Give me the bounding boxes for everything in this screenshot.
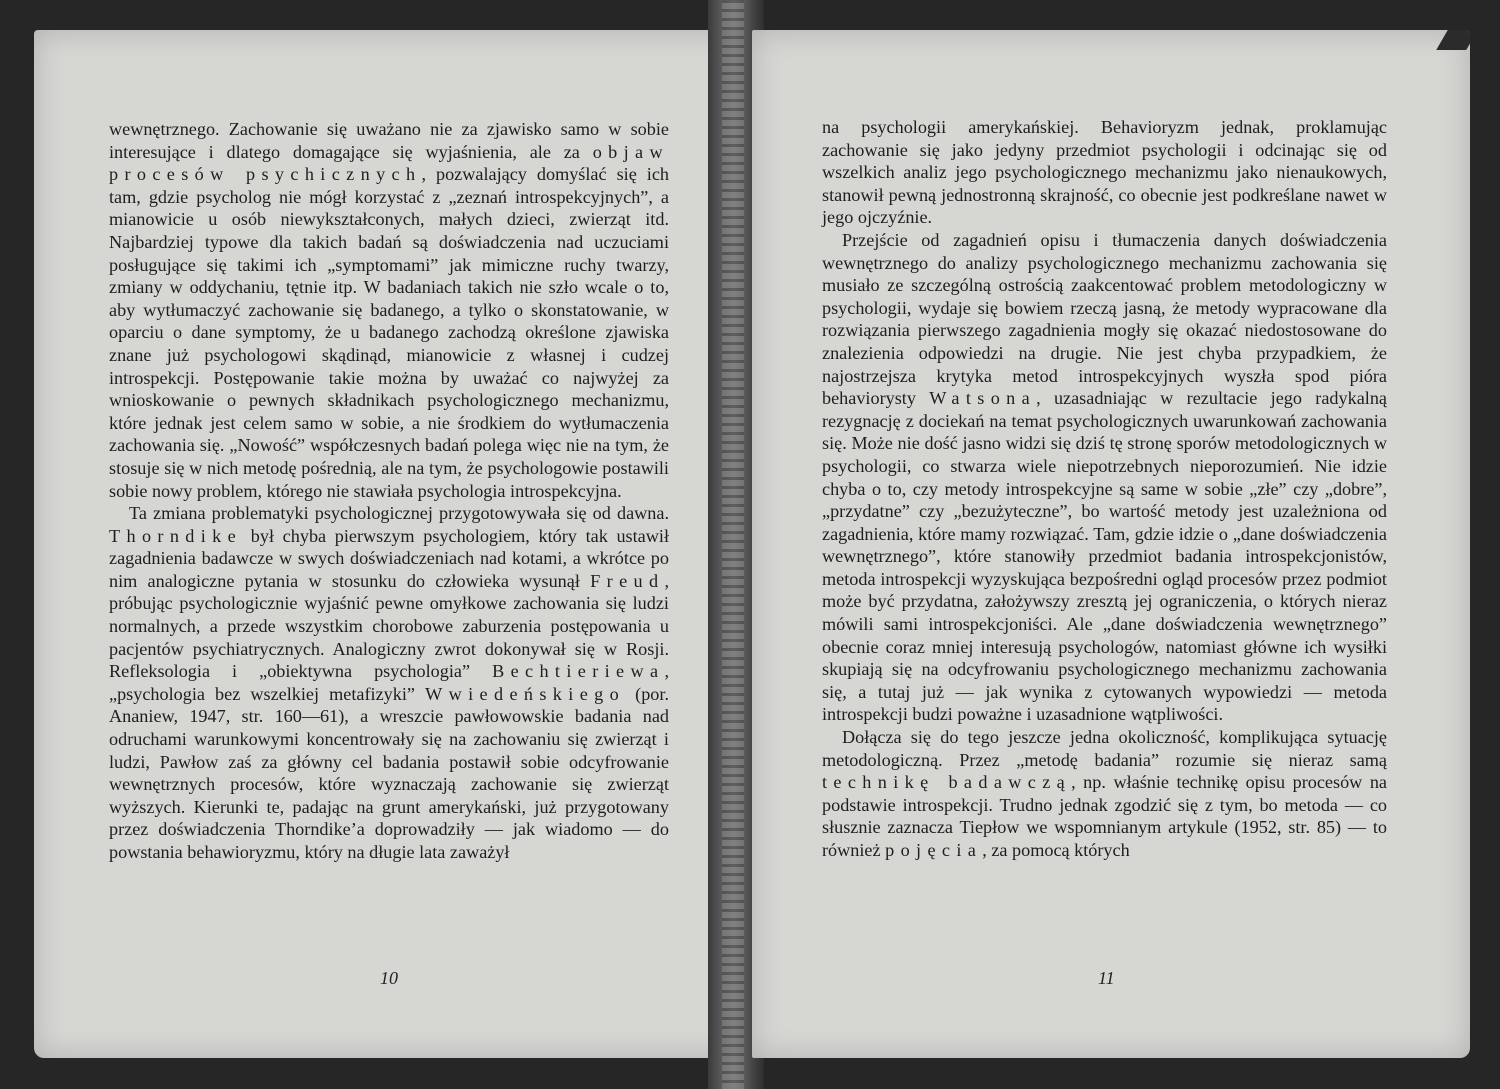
right-page [752, 30, 1470, 1058]
spaced-emphasis: Freud [590, 570, 665, 591]
left-page-body [109, 118, 669, 864]
spaced-emphasis: Bechtieriewa [492, 661, 665, 682]
paragraph: Przejście od zagadnień opisu i tłumaczenia danych doświadczenia wewnętrznego do analizy psychologicznego mechanizmu zachowania się musiało ze szczególną ostrością zaakcentować problem metodologiczny w psychologii, wydaje się bowiem rzeczą jasną, że metody wypracowane dla rozwiązania pierwszego zagadnienia mogły się okazać niedostosowane do znalezienia odpowiedzi na drugie. Nie jest chyba przypadkiem, że najostrzejsza krytyka metod introspekcyjnych wyszła spod pióra behaviorysty Watsona, uzasadniając w rezultacie jego radykalną rezygnację z dociekań na temat psychologicznych uwarunkowań zachowania się. Może nie dość jasno widzi się dziś tę stronę sporów metodologicznych w psychologii, co stwarza wiele niepotrzebnych nieporozumień. Nie idzie chyba o to, czy metody introspekcyjne są same w sobie „złe” czy „dobre”, „przydatne” czy „bezużyteczne”, bo wartość metody jest uzależniona od zagadnienia, które mamy rozwiązać. Tam, gdzie idzie o „dane doświadczenia wewnętrznego”, które stanowiły przedmiot badania introspekcjonistów, metoda introspekcji wyzyskująca bezpośredni ogląd procesów przez podmiot może być przydatna, założywszy zresztą jej ograniczenia, o których nieraz mówili sami introspekcjoniści. Ale „dane doświadczenia wewnętrznego” obecnie coraz mniej interesują psychologów, natomiast główne ich wysiłki skupiają się na odcyfrowaniu psychologicznego mechanizmu zachowania się, a tutaj już — jak wynika z cytowanych wypowiedzi — metoda introspekcji budzi poważne i uzasadnione wątpliwości. [822, 229, 1387, 725]
binding-stitch [722, 0, 744, 1089]
spaced-emphasis: Wwiedeńskiego [425, 683, 626, 704]
page-corner [1436, 30, 1470, 50]
spaced-emphasis: pojęcia [885, 840, 983, 860]
paragraph: Ta zmiana problematyki psychologicznej przygotowywała się od dawna. Thorndike był chyba pierwszym psychologiem, który tak ustawił zagadnienia badawcze w swych doświadczeniach nad kotami, a wkrótce po nim analogiczne pytania w stosunku do człowieka wysunął Freud, próbując psychologicznie wyjaśnić pewne omyłkowe zachowania się ludzi normalnych, a przede wszystkim chorobowe zaburzenia postępowania u pacjentów psychiatrycznych. Analogiczny zwrot dokonywał się w Rosji. Refleksologia i „obiektywna psychologia” Bechtieriewa, „psychologia bez wszelkiej metafizyki” Wwiedeńskiego (por. Ananiew, 1947, str. 160—61), a wreszcie pawłowowskie badania nad odruchami warunkowymi koncentrowały się na zachowaniu się zwierząt i ludzi, Pawłow zaś za główny cel badania postawił sobie odcyfrowanie wewnętrznych procesów, które wyznaczają zachowanie się zwierząt wyższych. Kierunki te, padając na grunt amerykański, już przygotowany przez doświadczenia Thorndike’a doprowadziły — jak wiadomo — do powstania behawioryzmu, który na długie lata zaważył [109, 503, 669, 862]
left-page-number: 10 [380, 968, 398, 988]
left-page [34, 30, 748, 1058]
right-page-body [822, 116, 1387, 862]
spaced-emphasis: Watsona [929, 388, 1037, 409]
spaced-emphasis: Thorndike [109, 525, 243, 546]
paragraph: wewnętrznego. Zachowanie się uważano nie za zjawisko samo w sobie interesujące i dlatego domagające się wyjaśnienia, ale za objaw procesów psychicznych, pozwalający domyślać się ich tam, gdzie psycholog nie mógł korzystać z „zeznań introspekcyjnych”, a mianowicie u osób niewykształconych, małych dzieci, zwierząt itd. Najbardziej typowe dla takich badań są doświadczenia nad uczuciami posługujące się takimi ich „symptomami” jak mimiczne ruchy twarzy, zmiany w oddychaniu, tętnie itp. W badaniach takich nie szło wcale o to, aby wytłumaczyć zachowanie się badanego, a tylko o skonstatowanie, w oparciu o dane symptomy, że u badanego zachodzą określone zjawiska znane już psychologowi skądinąd, mianowicie z własnej i cudzej introspekcji. Postępowanie takie można by uważać co najwyżej za wnioskowanie o pewnych składnikach psychologicznego mechanizmu, które jednak jest celem samo w sobie, a nie środkiem do wytłumaczenia zachowania się. „Nowość” współczesnych badań polega więc nie na tym, że stosuje się w nich metodę pośrednią, ale na tym, że psychologowie postawili sobie nowy problem, którego nie stawiała psychologia introspekcyjna. [109, 119, 669, 501]
paragraph: Dołącza się do tego jeszcze jedna okoliczność, komplikująca sytuację metodologiczną. Przez „metodę badania” rozumie się nieraz samą technikę badawczą, np. właśnie technikę opisu procesów na podstawie introspekcji. Trudno jednak zgodzić się z tym, bo metoda — co słusznie zaznacza Tiepłow we wspomnianym artykule (1952, str. 85) — to również pojęcia, za pomocą których [822, 727, 1387, 860]
paragraph: na psychologii amerykańskiej. Behavioryzm jednak, proklamując zachowanie się jako jedyny przedmiot psychologii i odcinając się od wszelkich analiz jego psychologicznego mechanizmu jako nienaukowych, stanowił pewną jednostronną skrajność, co obecnie jest podkreślane nawet w jego ojczyźnie. [822, 117, 1387, 228]
spaced-emphasis: technikę badawczą [822, 772, 1072, 793]
right-page-number: 11 [1098, 968, 1115, 988]
spaced-emphasis: objaw procesów psychicznych [109, 141, 669, 185]
